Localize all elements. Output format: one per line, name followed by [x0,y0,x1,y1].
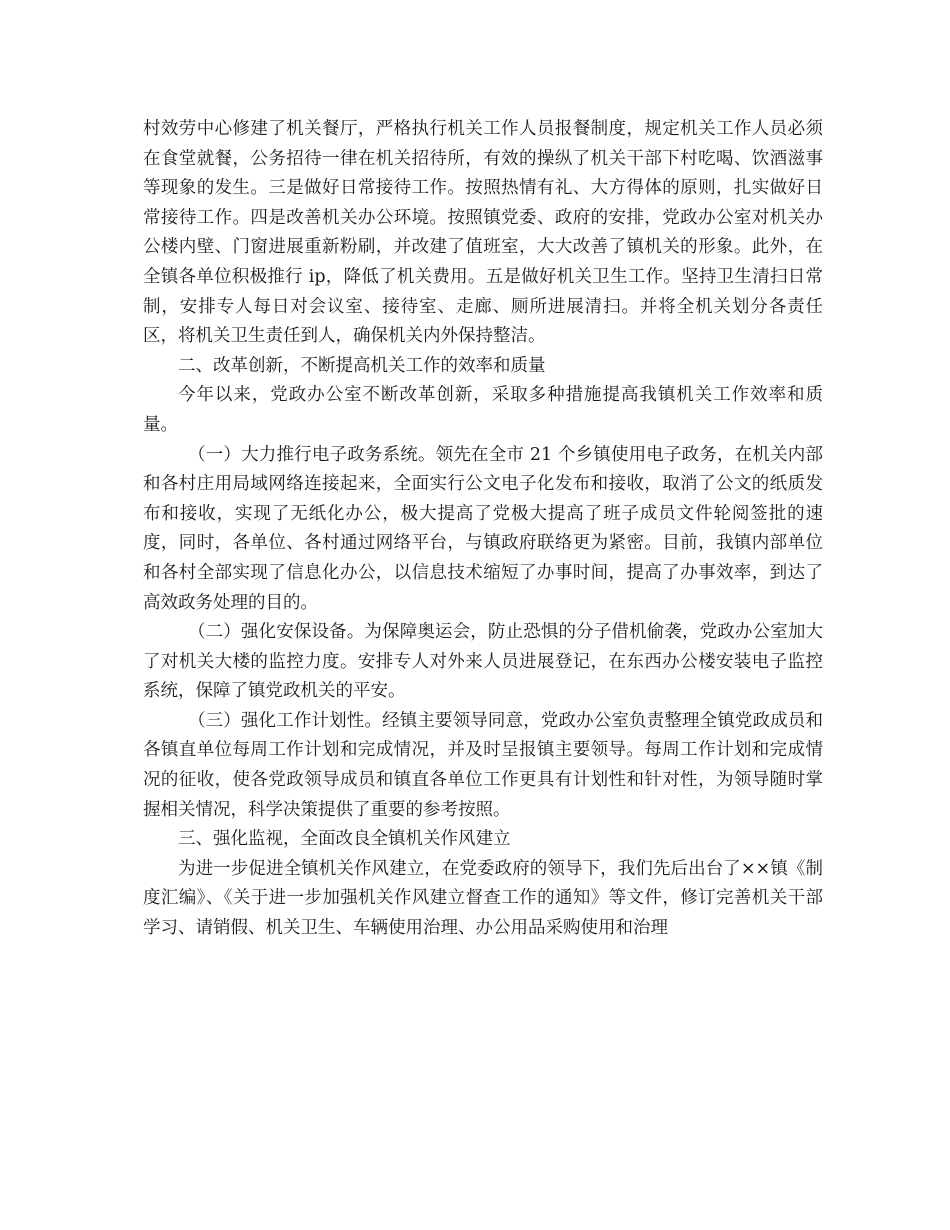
paragraph-item-three: （三）强化工作计划性。经镇主要领导同意，党政办公室负责整理全镇党政成员和各镇直单位每周工作计划和完成情况，并及时呈报镇主要领导。每周工作计划和完成情况的征收，使各党政领导成员和镇直各单位工作更具有计划性和针对性，为领导随时掌握相关情况，科学决策提供了重要的参考按照。 [143,710,823,820]
paragraph-item-one: （一）大力推行电子政务系统。领先在全市 21 个乡镇使用电子政务，在机关内部和各村庄用局域网络连接起来，全面实行公文电子化发布和接收，取消了公文的纸质发布和接收，实现了无纸化办公，极大提高了党极大提高了班子成员文件轮阅签批的速度，同时，各单位、各村通过网络平台，与镇政府联络更为紧密。目前，我镇内部单位和各村全部实现了信息化办公，以信息技术缩短了办事时间，提高了办事效率，到达了高效政务处理的目的。 [143,444,823,613]
document-body [143,115,823,944]
paragraph-continuation: 村效劳中心修建了机关餐厅，严格执行机关工作人员报餐制度，规定机关工作人员必须在食堂就餐，公务招待一律在机关招待所，有效的操纵了机关干部下村吃喝、饮酒滋事等现象的发生。三是做好日常接待工作。按照热情有礼、大方得体的原则，扎实做好日常接待工作。四是改善机关办公环境。按照镇党委、政府的安排，党政办公室对机关办公楼内壁、门窗进展重新粉刷，并改建了值班室，大大改善了镇机关的形象。此外，在全镇各单位积极推行 ip，降低了机关费用。五是做好机关卫生工作。坚持卫生清扫日常制，安排专人每日对会议室、接待室、走廊、厕所进展清扫。并将全机关划分各责任区，将机关卫生责任到人，确保机关内外保持整洁。 [143,119,823,347]
section-heading-two: 二、改革创新，不断提高机关工作的效率和质量 [178,355,546,376]
paragraph-item-two: （二）强化安保设备。为保障奥运会，防止恐惧的分子借机偷袭，党政办公室加大了对机关大楼的监控力度。安排专人对外来人员进展登记，在东西办公楼安装电子监控系统，保障了镇党政机关的平安。 [143,622,823,702]
section-heading-three: 三、强化监视，全面改良全镇机关作风建立 [178,829,511,850]
paragraph-intro-three: 为进一步促进全镇机关作风建立，在党委政府的领导下，我们先后出台了××镇《制度汇编》、《关于进一步加强机关作风建立督查工作的通知》等文件，修订完善机关干部学习、请销假、机关卫生、车辆使用治理、办公用品采购使用和治理 [143,858,823,939]
paragraph-intro-two: 今年以来，党政办公室不断改革创新，采取多种措施提高我镇机关工作效率和质量。 [143,385,823,435]
